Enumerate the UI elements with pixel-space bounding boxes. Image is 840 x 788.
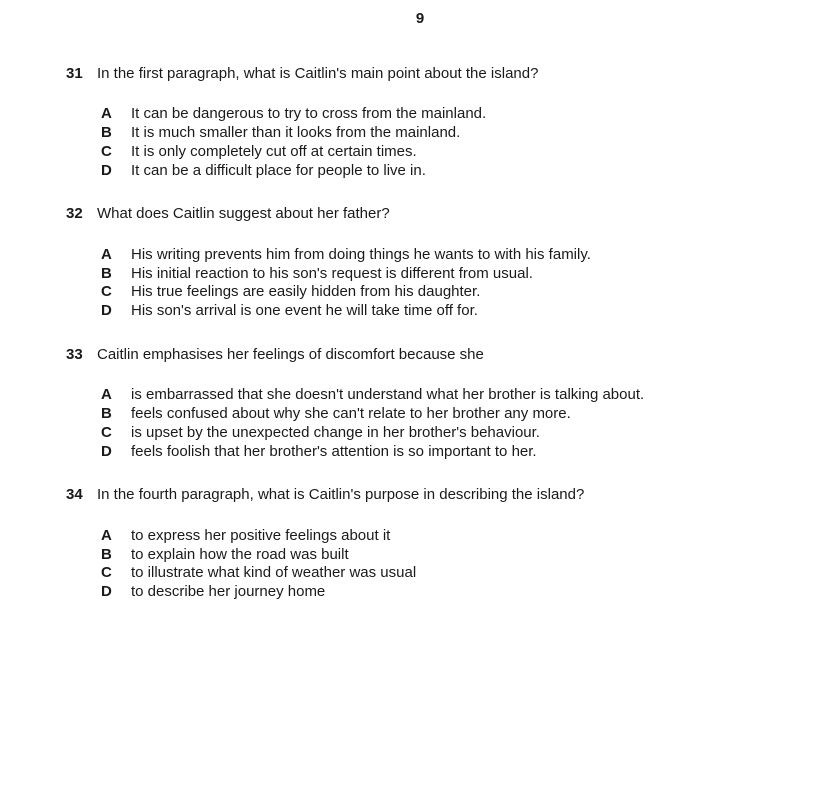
option-row xyxy=(0,443,840,462)
option-letter: C xyxy=(101,142,112,160)
option-letter: C xyxy=(101,564,112,582)
question-text: Caitlin emphasises her feelings of discomfort because she xyxy=(97,345,484,363)
question-number: 32 xyxy=(66,205,83,223)
options-list xyxy=(0,105,840,180)
option-row xyxy=(0,564,840,583)
question-row xyxy=(0,486,840,505)
question-number: 33 xyxy=(66,345,83,363)
option-text: His true feelings are easily hidden from his daughter. xyxy=(131,283,481,301)
option-letter: D xyxy=(101,302,112,320)
option-text: It is only completely cut off at certain times. xyxy=(131,142,417,160)
option-text: It is much smaller than it looks from the mainland. xyxy=(131,124,461,142)
option-text: is embarrassed that she doesn't understand what her brother is talking about. xyxy=(131,386,645,404)
option-text: is upset by the unexpected change in her brother's behaviour. xyxy=(131,423,540,441)
option-row xyxy=(0,124,840,143)
question-number: 34 xyxy=(66,486,83,504)
options-list xyxy=(0,386,840,461)
option-text: His initial reaction to his son's request is different from usual. xyxy=(131,264,533,282)
option-letter: D xyxy=(101,583,112,601)
option-row xyxy=(0,105,840,124)
option-letter: D xyxy=(101,442,112,460)
option-row xyxy=(0,546,840,565)
question-row xyxy=(0,65,840,84)
option-text: His writing prevents him from doing things he wants to with his family. xyxy=(131,245,591,263)
option-row xyxy=(0,265,840,284)
option-text: to explain how the road was built xyxy=(131,545,349,563)
option-text: to describe her journey home xyxy=(131,583,326,601)
question-text: In the first paragraph, what is Caitlin's main point about the island? xyxy=(97,64,539,82)
option-row xyxy=(0,283,840,302)
page-number: 9 xyxy=(415,10,425,27)
option-letter: A xyxy=(101,386,112,404)
question-32 xyxy=(0,205,840,321)
option-row xyxy=(0,405,840,424)
option-letter: A xyxy=(101,526,112,544)
question-row xyxy=(0,346,840,365)
option-letter: C xyxy=(101,423,112,441)
option-row xyxy=(0,246,840,265)
option-row xyxy=(0,424,840,443)
option-text: His son's arrival is one event he will take time off for. xyxy=(131,302,478,320)
question-row xyxy=(0,205,840,224)
option-text: It can be a difficult place for people to live in. xyxy=(131,161,426,179)
option-text: It can be dangerous to try to cross from the mainland. xyxy=(131,105,487,123)
question-31 xyxy=(0,65,840,181)
option-text: to illustrate what kind of weather was usual xyxy=(131,564,417,582)
option-row xyxy=(0,143,840,162)
option-row xyxy=(0,527,840,546)
option-row xyxy=(0,583,840,602)
option-letter: C xyxy=(101,283,112,301)
option-row xyxy=(0,162,840,181)
question-33 xyxy=(0,346,840,462)
question-34 xyxy=(0,486,840,602)
option-letter: B xyxy=(101,264,112,282)
option-row xyxy=(0,386,840,405)
option-row xyxy=(0,302,840,321)
option-letter: D xyxy=(101,161,112,179)
option-letter: B xyxy=(101,545,112,563)
question-number: 31 xyxy=(66,64,83,82)
option-text: to express her positive feelings about it xyxy=(131,526,391,544)
option-letter: B xyxy=(101,405,112,423)
options-list xyxy=(0,527,840,602)
option-letter: A xyxy=(101,105,112,123)
option-text: feels confused about why she can't relate to her brother any more. xyxy=(131,405,571,423)
question-text: In the fourth paragraph, what is Caitlin's purpose in describing the island? xyxy=(97,486,585,504)
option-letter: B xyxy=(101,124,112,142)
option-letter: A xyxy=(101,245,112,263)
question-text: What does Caitlin suggest about her father? xyxy=(97,205,390,223)
options-list xyxy=(0,246,840,321)
option-text: feels foolish that her brother's attention is so important to her. xyxy=(131,442,537,460)
